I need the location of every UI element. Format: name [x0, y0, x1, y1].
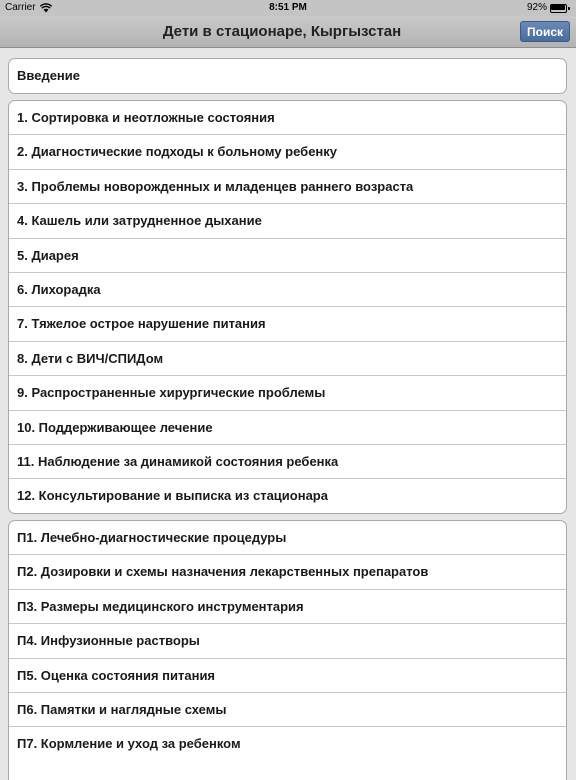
list-item[interactable]: П1. Лечебно-диагностические процедуры: [9, 521, 566, 555]
list-item[interactable]: П3. Размеры медицинского инструментария: [9, 590, 566, 624]
intro-section: [8, 58, 567, 94]
list-item[interactable]: 2. Диагностические подходы к больному ребенку: [9, 135, 566, 169]
list-item[interactable]: 7. Тяжелое острое нарушение питания: [9, 307, 566, 341]
battery-tip: [568, 7, 570, 10]
list-item[interactable]: П5. Оценка состояния питания: [9, 659, 566, 693]
chapters-section: [8, 100, 567, 514]
status-time: 8:51 PM: [269, 2, 307, 13]
battery-icon: [550, 4, 570, 13]
list-item[interactable]: 10. Поддерживающее лечение: [9, 411, 566, 445]
list-item[interactable]: П2. Дозировки и схемы назначения лекарственных препаратов: [9, 555, 566, 589]
navigation-bar: [0, 16, 576, 48]
list-item[interactable]: П4. Инфузионные растворы: [9, 624, 566, 658]
list-item[interactable]: 9. Распространенные хирургические проблемы: [9, 376, 566, 410]
list-item[interactable]: 12. Консультирование и выписка из стационара: [17, 488, 328, 504]
status-bar: [0, 0, 576, 16]
list-item[interactable]: 1. Сортировка и неотложные состояния: [9, 101, 566, 135]
battery-fill: [551, 5, 565, 10]
carrier-label: Carrier: [5, 2, 36, 13]
list-item[interactable]: П6. Памятки и наглядные схемы: [9, 693, 566, 727]
list-item[interactable]: 3. Проблемы новорожденных и младенцев раннего возраста: [9, 170, 566, 204]
page-title: Дети в стационаре, Кыргызстан: [162, 23, 402, 40]
list-item[interactable]: 6. Лихорадка: [9, 273, 566, 307]
list-item[interactable]: Введение: [17, 68, 80, 83]
search-button[interactable]: Поиск: [520, 21, 570, 42]
list-item[interactable]: 11. Наблюдение за динамикой состояния ребенка: [9, 445, 566, 479]
battery-percent: 92%: [526, 2, 547, 13]
list-item[interactable]: П7. Кормление и уход за ребенком: [17, 736, 241, 752]
appendices-section: [8, 520, 567, 780]
list-item[interactable]: 5. Диарея: [9, 239, 566, 273]
list-item[interactable]: 8. Дети с ВИЧ/СПИДом: [9, 342, 566, 376]
list-item[interactable]: 4. Кашель или затрудненное дыхание: [9, 204, 566, 238]
status-right: [527, 0, 570, 16]
